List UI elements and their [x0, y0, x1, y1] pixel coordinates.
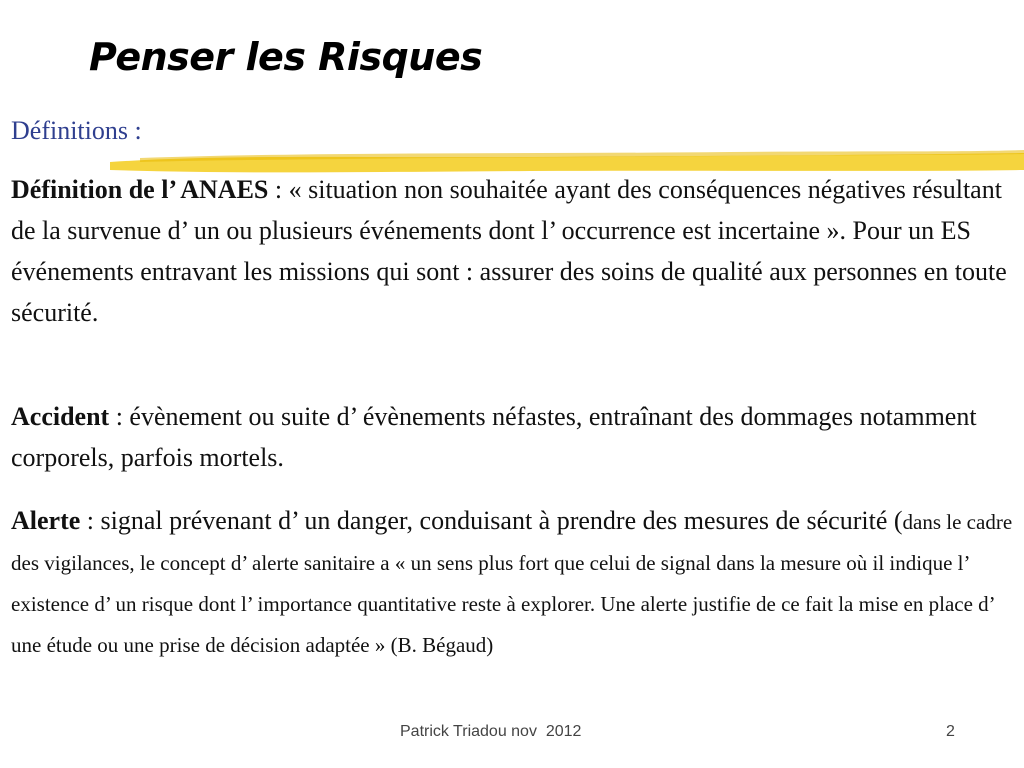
anaes-definition-text: : « situation non souhaitée ayant des conséquences négatives résultant de la survenue d’ un ou plusieurs événements dont l’ occurrence est incertaine ». Pour un ES événements entravant les missions qui sont : assurer des soins de qualité aux personnes en toute sécurité. [11, 175, 1007, 327]
accident-definition-label: Accident [11, 402, 110, 431]
definitions-heading: Définitions : [11, 116, 142, 145]
accident-definition-text: : évènement ou suite d’ évènements néfastes, entraînant des dommages notamment corporels, parfois mortels. [11, 402, 977, 472]
footer-author: Patrick Triadou nov 2012 [400, 723, 582, 740]
anaes-definition-label: Définition de l’ ANAES [11, 175, 269, 204]
alerte-definition-label: Alerte [11, 506, 81, 535]
alerte-definition-text: : signal prévenant d’ un danger, conduisant à prendre des mesures de sécurité ( [80, 506, 903, 535]
slide-title: Penser les Risques [89, 35, 483, 79]
anaes-definition-paragraph [11, 169, 1016, 333]
alerte-definition-paragraph [11, 500, 1016, 664]
alerte-definition-detail: dans le cadre des vigilances, le concept d’ alerte sanitaire a « un sens plus fort que celui de signal dans la mesure où il indique l’ existence d’ un risque dont l’ importance quantitative reste à explorer. Une alerte justifie de ce fait la mise en place d’ une étude ou une prise de décision adaptée » (B. Bégaud) [11, 510, 1013, 657]
page-number: 2 [946, 723, 955, 740]
accident-definition-paragraph [11, 396, 1016, 478]
